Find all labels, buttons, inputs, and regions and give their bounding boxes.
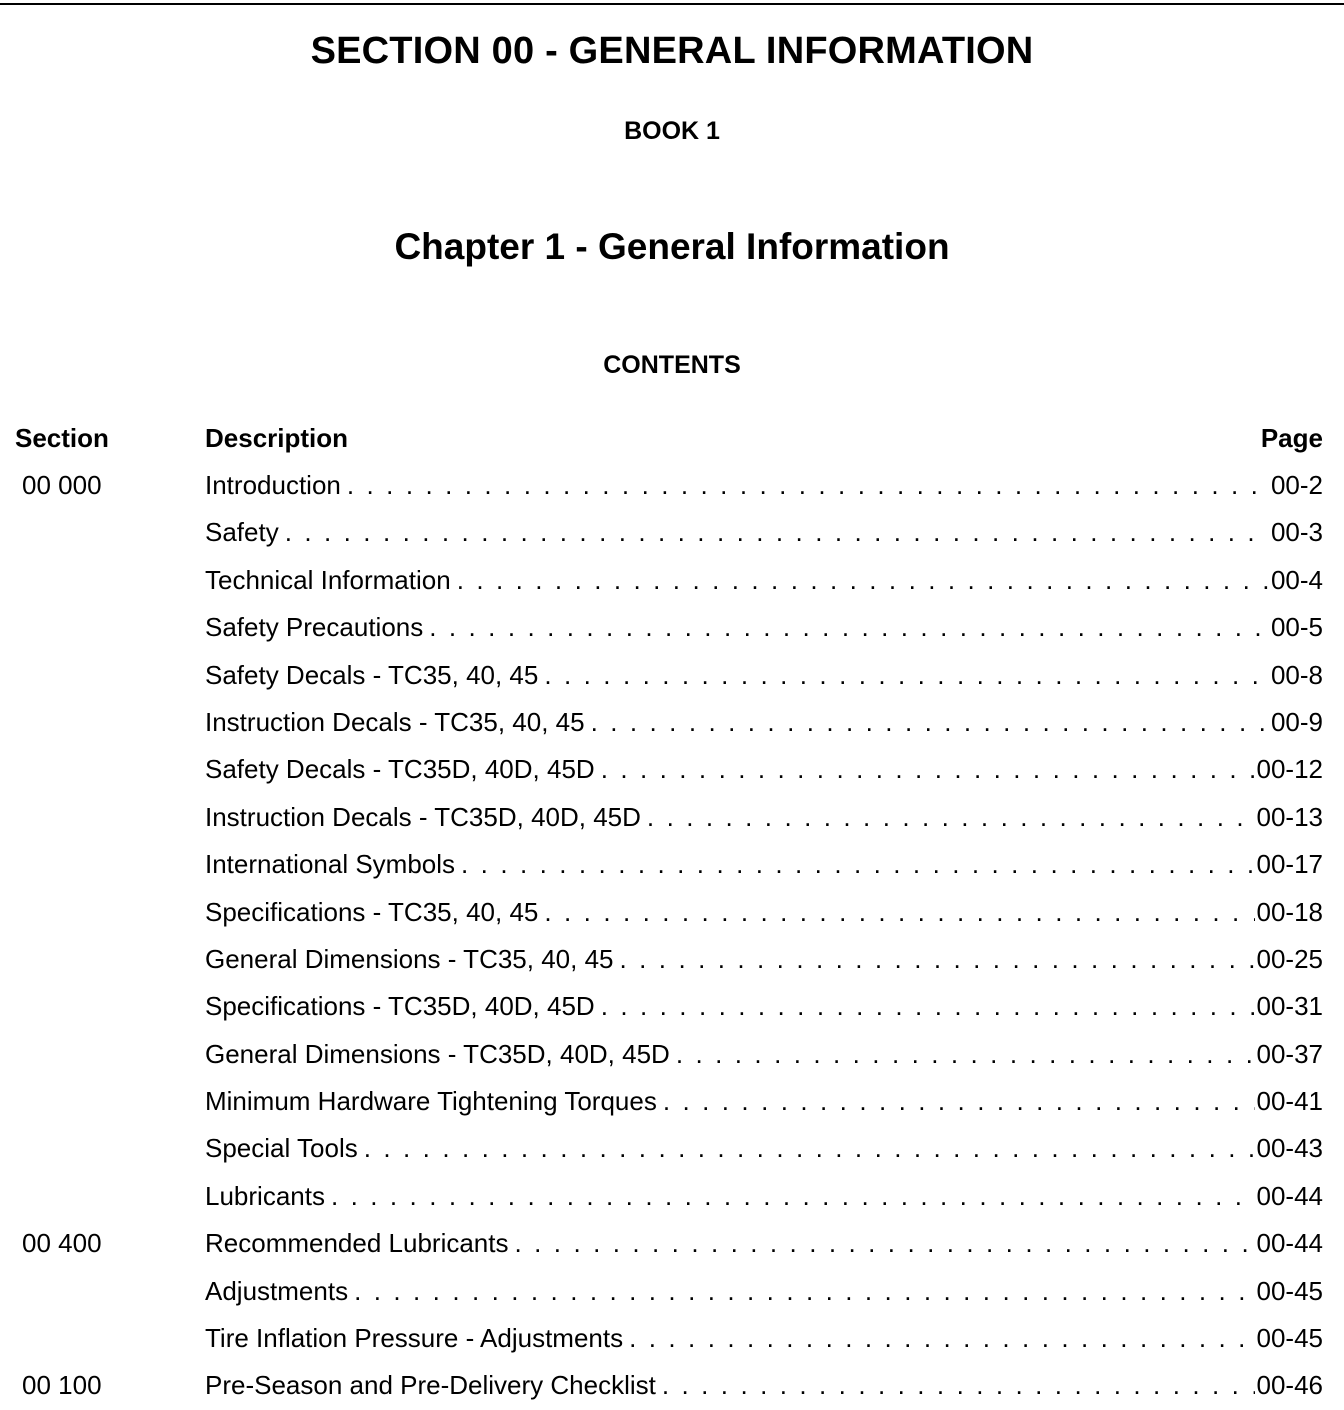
dot-leader bbox=[429, 604, 1269, 651]
dot-leader bbox=[662, 1362, 1255, 1409]
toc-entry-instruction-decals-tc35d[interactable] bbox=[205, 794, 1323, 841]
toc-page-number: 00-3 bbox=[1270, 517, 1323, 548]
toc-page-number: 00-25 bbox=[1256, 943, 1323, 974]
toc-row bbox=[0, 604, 1344, 651]
toc-section-number: 00 400 bbox=[22, 1228, 102, 1259]
toc-row bbox=[0, 557, 1344, 604]
toc-row bbox=[0, 462, 1344, 509]
toc-description: General Dimensions - TC35, 40, 45 bbox=[205, 943, 614, 974]
toc-row bbox=[0, 1268, 1344, 1315]
toc-entry-instruction-decals-tc35[interactable] bbox=[205, 699, 1323, 746]
contents-list bbox=[0, 462, 1344, 1410]
toc-entry-international-symbols[interactable] bbox=[205, 841, 1323, 888]
toc-page-number: 00-13 bbox=[1256, 801, 1323, 832]
dot-leader bbox=[364, 1125, 1255, 1172]
dot-leader bbox=[620, 936, 1255, 983]
toc-page-number: 00-41 bbox=[1256, 1086, 1323, 1117]
toc-entry-safety-precautions[interactable] bbox=[205, 604, 1323, 651]
column-header-description: Description bbox=[205, 423, 349, 453]
toc-page-number: 00-31 bbox=[1256, 991, 1323, 1022]
dot-leader bbox=[629, 1315, 1254, 1362]
toc-page-number: 00-45 bbox=[1256, 1323, 1323, 1354]
toc-description: Minimum Hardware Tightening Torques bbox=[205, 1086, 657, 1117]
toc-row bbox=[0, 699, 1344, 746]
toc-row bbox=[0, 983, 1344, 1030]
toc-row bbox=[0, 652, 1344, 699]
dot-leader bbox=[601, 983, 1255, 1030]
toc-entry-recommended-lubricants[interactable] bbox=[205, 1220, 1323, 1267]
toc-entry-adjustments[interactable] bbox=[205, 1268, 1323, 1315]
contents-label: CONTENTS bbox=[603, 351, 741, 379]
toc-row bbox=[0, 1315, 1344, 1362]
toc-entry-tire-inflation-pressure[interactable] bbox=[205, 1315, 1323, 1362]
toc-page-number: 00-43 bbox=[1256, 1133, 1323, 1164]
toc-entry-pre-season-checklist[interactable] bbox=[205, 1362, 1323, 1409]
column-header-page: Page bbox=[1260, 423, 1323, 453]
toc-description: Technical Information bbox=[205, 564, 451, 595]
top-rule bbox=[0, 3, 1344, 5]
chapter-title: Chapter 1 - General Information bbox=[394, 226, 950, 267]
toc-row bbox=[0, 1125, 1344, 1172]
toc-description: Safety bbox=[205, 517, 279, 548]
toc-description: Instruction Decals - TC35, 40, 45 bbox=[205, 706, 585, 737]
toc-description: Safety Precautions bbox=[205, 612, 424, 643]
toc-description: General Dimensions - TC35D, 40D, 45D bbox=[205, 1038, 670, 1069]
toc-page-number: 00-45 bbox=[1256, 1275, 1323, 1306]
toc-page-number: 00-17 bbox=[1256, 849, 1323, 880]
section-title: SECTION 00 - GENERAL INFORMATION bbox=[310, 30, 1034, 72]
toc-row bbox=[0, 1031, 1344, 1078]
toc-row bbox=[0, 509, 1344, 556]
toc-page-number: 00-5 bbox=[1270, 612, 1323, 643]
toc-row bbox=[0, 746, 1344, 793]
toc-page-number: 00-4 bbox=[1270, 564, 1323, 595]
toc-row bbox=[0, 1362, 1344, 1409]
dot-leader bbox=[347, 462, 1269, 509]
toc-section-number: 00 000 bbox=[22, 470, 102, 500]
toc-row bbox=[0, 1078, 1344, 1125]
dot-leader bbox=[544, 652, 1269, 699]
toc-page-number: 00-9 bbox=[1270, 706, 1323, 737]
dot-leader bbox=[285, 509, 1269, 556]
toc-entry-safety-decals-tc35d[interactable] bbox=[205, 746, 1323, 793]
toc-page-number: 00-2 bbox=[1270, 470, 1323, 500]
toc-description: Adjustments bbox=[205, 1275, 349, 1306]
dot-leader bbox=[544, 889, 1254, 936]
toc-entry-specifications-tc35d[interactable] bbox=[205, 983, 1323, 1030]
dot-leader bbox=[331, 1173, 1255, 1220]
toc-page-number: 00-46 bbox=[1256, 1370, 1323, 1401]
toc-entry-special-tools[interactable] bbox=[205, 1125, 1323, 1172]
toc-section-number: 00 100 bbox=[22, 1370, 102, 1401]
toc-description: Specifications - TC35D, 40D, 45D bbox=[205, 991, 595, 1022]
toc-entry-safety-decals-tc35[interactable] bbox=[205, 652, 1323, 699]
dot-leader bbox=[591, 699, 1269, 746]
toc-entry-safety[interactable] bbox=[205, 509, 1323, 556]
dot-leader bbox=[647, 794, 1255, 841]
toc-page-number: 00-44 bbox=[1256, 1228, 1323, 1259]
toc-row bbox=[0, 1173, 1344, 1220]
toc-page-number: 00-18 bbox=[1256, 896, 1323, 927]
dot-leader bbox=[663, 1078, 1255, 1125]
toc-description: Lubricants bbox=[205, 1180, 325, 1211]
toc-description: Recommended Lubricants bbox=[205, 1228, 509, 1259]
toc-row bbox=[0, 889, 1344, 936]
toc-row bbox=[0, 841, 1344, 888]
dot-leader bbox=[515, 1220, 1255, 1267]
toc-page-number: 00-44 bbox=[1256, 1180, 1323, 1211]
toc-row bbox=[0, 936, 1344, 983]
toc-description: Safety Decals - TC35, 40, 45 bbox=[205, 659, 539, 690]
toc-row bbox=[0, 1220, 1344, 1267]
dot-leader bbox=[601, 746, 1255, 793]
toc-page-number: 00-12 bbox=[1256, 754, 1323, 785]
toc-entry-introduction[interactable] bbox=[205, 462, 1323, 509]
toc-description: Specifications - TC35, 40, 45 bbox=[205, 896, 539, 927]
toc-description: Safety Decals - TC35D, 40D, 45D bbox=[205, 754, 595, 785]
column-header-section: Section bbox=[15, 423, 109, 453]
dot-leader bbox=[354, 1268, 1254, 1315]
toc-entry-specifications-tc35[interactable] bbox=[205, 889, 1323, 936]
toc-description: International Symbols bbox=[205, 849, 456, 880]
toc-entry-general-dimensions-tc35[interactable] bbox=[205, 936, 1323, 983]
book-label: BOOK 1 bbox=[624, 117, 720, 145]
toc-description: Tire Inflation Pressure - Adjustments bbox=[205, 1323, 624, 1354]
dot-leader bbox=[676, 1031, 1255, 1078]
toc-description: Pre-Season and Pre-Delivery Checklist bbox=[205, 1370, 656, 1401]
toc-entry-lubricants[interactable] bbox=[205, 1173, 1323, 1220]
toc-entry-minimum-hardware-torques[interactable] bbox=[205, 1078, 1323, 1125]
toc-description: Instruction Decals - TC35D, 40D, 45D bbox=[205, 801, 641, 832]
dot-leader bbox=[461, 841, 1254, 888]
toc-page-number: 00-8 bbox=[1270, 659, 1323, 690]
toc-row bbox=[0, 794, 1344, 841]
dot-leader bbox=[457, 557, 1269, 604]
toc-description: Special Tools bbox=[205, 1133, 358, 1164]
toc-page-number: 00-37 bbox=[1256, 1038, 1323, 1069]
toc-entry-technical-information[interactable] bbox=[205, 557, 1323, 604]
toc-description: Introduction bbox=[205, 470, 341, 500]
toc-entry-general-dimensions-tc35d[interactable] bbox=[205, 1031, 1323, 1078]
